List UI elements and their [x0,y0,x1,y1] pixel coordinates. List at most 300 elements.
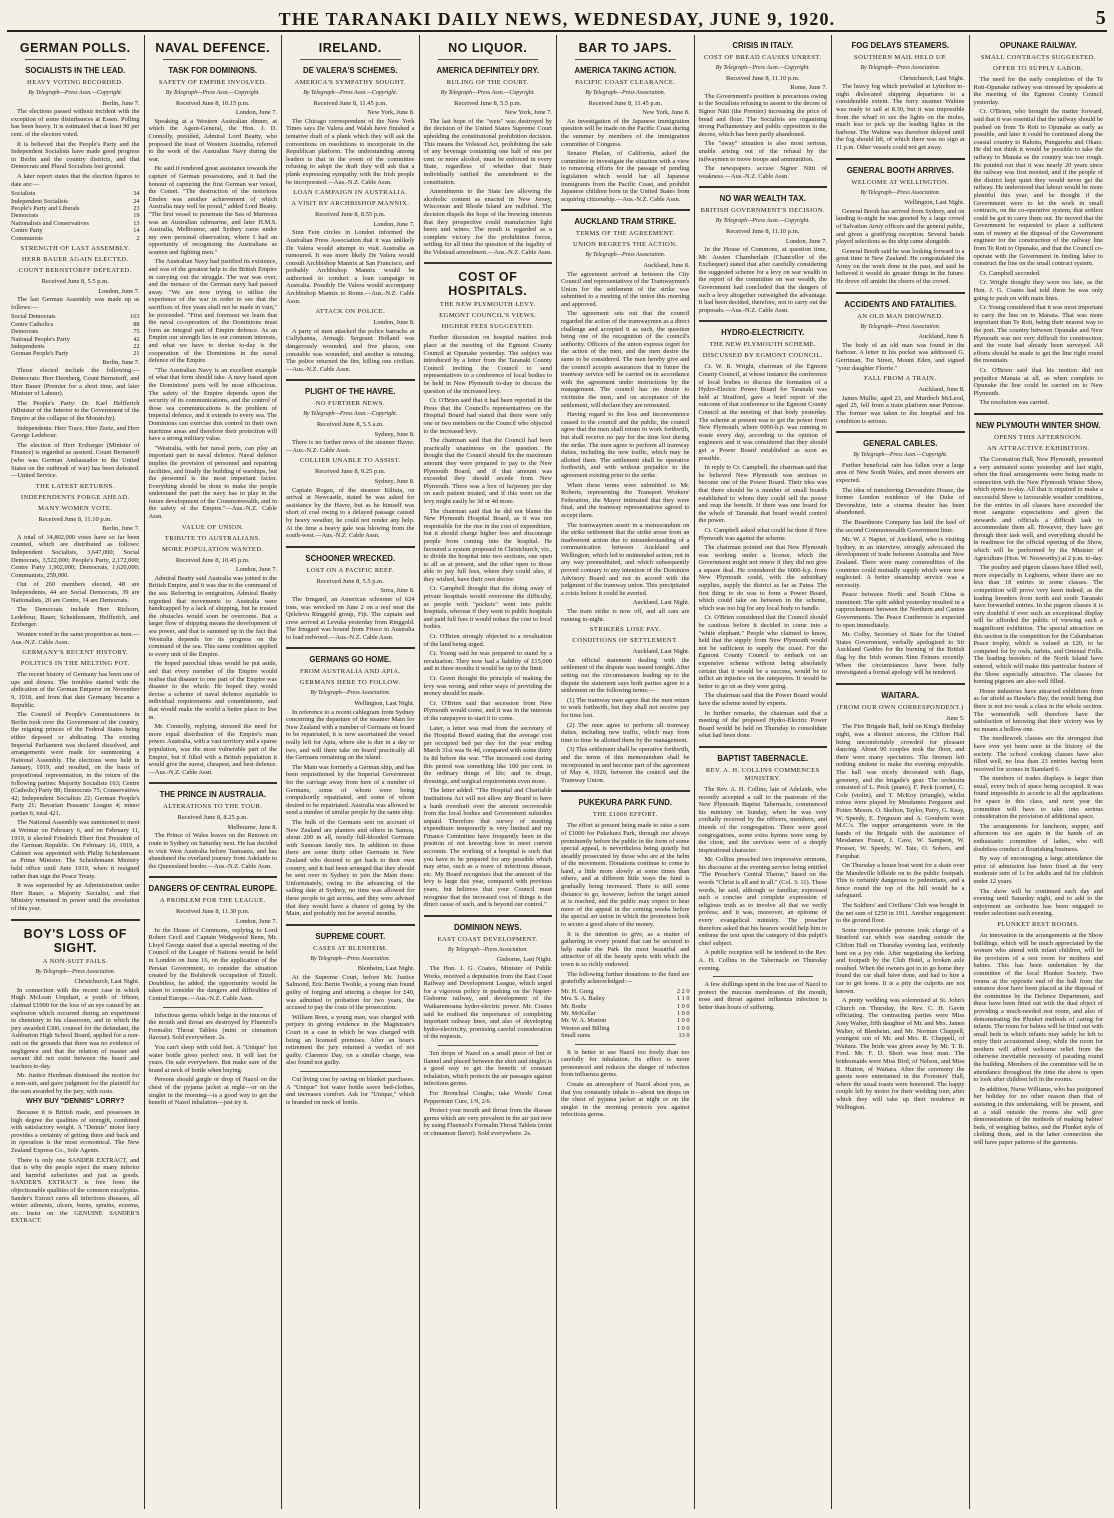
table-row: Democrats 75 [11,328,140,336]
subheadline: UNION REGRETS THE ACTION. [573,241,678,249]
divider [149,782,278,784]
dateline: Wellington, Last Night. [904,199,965,207]
dateline: London, June 7. [235,918,277,926]
paragraph: The National Assembly was summoned to meet at Weimar on February 6, and on February 11, 1919, it elected Friedrich Ebert first President of the German Republic. On February 16, 1919, a Cabinet was appointed with Philip Scheidemann as Prime Minister. The Scheidemann Ministry held office until June 1919, when it resigned rather than sign the Peace Treaty. [11,819,140,880]
paragraph: In addition, Nurse Williams, who has postponed her holiday for no other reason than that of assisting in this undertaking, will be present, and at a stall outside the rooms she will give demonstrations of the methods of making babies' beds, of weighing babies, and the Plunket style of clothing them, and in the latter connection she will have paper patterns of the garments. [973,1085,1103,1146]
paragraph: The People's Party: Dr. Karl Helfferich (Minister of the Interior to the Government of the Empire at the collapse of the Monarchy). [11,399,140,422]
headline: WAITARA. [881,690,920,700]
subheadline: AN OLD MAN DROWNED. [857,312,944,320]
paragraph: The last German Assembly was made up as follows:— [11,296,140,311]
paragraph: Cr. O'Brien said that it had been reported in the Press that the Council's representatives on the Hospital Board had stated that there were only one or two members on the Council who objected to the increased levy. [423,397,552,435]
table-row: Mr. Bodie 1 0 0 [561,1002,690,1010]
advert-text: Cut living cost by saving on blanket purchases. A "Unique" hot water bottle saves bed-clothes, and increases comfort. Ask for "Unique," which is branded on neck of bottle. [286,1076,415,1106]
paragraph: The Fire Brigade Ball, held on King's Birthday night, was a distinct success, the Clifton Hall being uncomfortably crowded for pleasant dancing. About 90 couples took the floor, and there were many spectators. The firemen left nothing undone to make the evening enjoyable. The hall was nicely decorated with flags, greenery, and the brigade's gear. The orchestra consisted of L. Peck (piano), F. Peck (cornet), C. Cole (violin), and T. McKoy (triangle), whilst extras were played by Mesdames Ferguson and Potter. Messrs. O. Skelton, Taylor, Parry, G. Keay, W. Speedy, E. Ferguson and A. Goodwin were M.C.'s. The supper arrangements were in the hands of the Brigade with the assistance of Mesdames Fraser, J. Cave, W. Sampson, W. Prosser, W. Speedy, W. Tate, O. Sobers, and Farquhar. [836,723,965,860]
dateline: Gisborne, Last Night. [496,956,552,964]
paragraph: An investigation of the Japanese immigration question will be made on the Pacific Coast during the summer by members of the immigration committee of Congress. [561,117,690,148]
headline: NEW PLYMOUTH WINTER SHOW. [976,420,1101,430]
subheadline: THE NEW PLYMOUTH SCHEME. [709,341,817,349]
table-row: Mr. H. Greig 2 2 0 [561,987,690,995]
paragraph: The arrangements for luncheon, supper, and afternoon tea are again in the hands of an enthusiastic committee of ladies, who will doubtless conduct a flourishing business. [973,822,1103,853]
paragraph: A party of men attacked the police barracks at Cullyhanna, Armagh. Sergeant Holland was dangerously wounded, and five places, one constable was wounded, and another is missing. The police returned the fire, killing one civilian.—Aus.-N.Z. Cable Assn. [286,327,415,373]
headline: OPUNAKE RAILWAY. [999,41,1077,50]
divider [438,59,539,60]
subheadline: OPENS THIS AFTERNOON. [994,433,1083,441]
dateline: Christchurch, Last Night. [74,978,140,986]
paragraph: The tram strike is now off, and all cars are running to-night. [561,608,690,623]
divider [561,209,690,211]
dateline: Suva, June 8. [380,587,415,595]
columns [7,35,1107,1509]
advert-text: There is only one SANDER EXTRACT, and that is why the people reject the many inferior and harmful substitutes and just as goods. SANDER'S EXTRACT is free from the objectionable qualities of the common eucalyptus. Sander's Extract cures all infectious diseases, all winter ailments, ulcers, burns, sprains, eczema, etc. Insist on the GENUINE SANDER'S EXTRACT. [11,1156,140,1225]
paragraph: He hoped parochial ideas would be put aside, and that every member of the Empire would realise that disaster to one part of the Empire was disaster to the whole. He hoped they would devise a scheme of naval defence equitable to individual requirements and commitments, and that would make the world a better place to live in. [148,660,277,721]
paragraph: Cr. Campbell asked what could be done if New Plymouth was against the scheme. [698,526,827,542]
received-line: Received June 8, 8.25 p.m. [177,814,248,822]
paragraph: The effort at present being made to raise a sum of £1000 for Pukekura Park, through our always prominently before the public in the form of some special appeal, is nevertheless being quietly but steadily prosecuted by those who are at the helm of the movement. Donations continue to come to hand, a little more slowly at some times than others, and at different little ways the fund is gradually being increased. There is still some distance to go, however, before the target aimed at is reached, and the public may expect to hear more of the appeal in the coming weeks before the special art union in which the promoters look to secure a good share of the money. [561,822,690,929]
paragraph: The election of Herr Erzberger (Minister of Finance) is regarded as assured. Count Bernstorff (who was German Ambassador to the United States on the outbreak of war) has been defeated.—United Service. [11,441,140,480]
headline: GERMAN POLLS. [19,41,131,55]
dateline: London, June 7. [785,237,827,245]
paragraph: The chairman said that the Power Board would have the scheme tested by experts. [698,692,827,707]
paragraph: It is the intention to give, as a matter of gathering in every pound that can be secured to help make the Park the most beautiful and attractive of all the beauty spots with which the town is so richly endowed. [561,930,690,968]
table-row: Centre Catholics 88 [11,320,140,328]
paragraph: Mr. Justice Herdman dismissed the motion for a non-suit, and gave judgment for the plaintiff for the sum awarded by the jury, with costs. [11,1072,140,1095]
subheadline: SOCIALISTS IN THE LEAD. [25,66,126,75]
paragraph: Further discussion on hospital matters took place at the meeting of the Egmont County Council at Opunake yesterday. The subject was introduced by a letter from the Taranaki County Council inviting the Council to send representatives to a conference of local bodies to be held in New Plymouth to-day to discuss the question of the increased levy. [423,334,552,395]
subheadline: THE LATEST RETURNS. [35,482,115,490]
subheadline: MORE POPULATION WANTED. [161,545,264,553]
paragraph: In connection with the recent case in which Hugh McLean Urquhart, a youth of fifteen, claimed £1000 for the loss of an eye caused by an explosion which occurred during an experiment in chemistry in his classroom, and in which the jury awarded £300, counsel for the defendant, the Ashburton High School Board, applied for a non-suit on the grounds that there was no evidence of negligence and that the relation of master and servant did not exist between the board and teachers to-day. [11,986,140,1070]
paragraph: At the Supreme Court, before Mr. Justice Salmond, Eric Bertie Twohle, a young man found guilty of forging and uttering a cheque for £40, was admitted to probation for two years, the accused to pay the costs of the prosecution. [286,973,415,1012]
received-line: Received June 8, 11.45 p.m. [588,99,662,107]
subheadline: MANY WOMEN VOTE. [38,504,113,512]
dateline: Auckland, June 8. [918,386,965,394]
table-row: Social Democrats 163 [11,313,140,321]
divider [836,431,965,433]
paragraph: The show will be continued each day and evening until Saturday night, and to add to the enjoyment an orchestra has been engaged to render selections each evening. [973,887,1103,918]
table-row: Small sums 13 0 [561,1032,690,1040]
received-line: Received June 8, 11.45 p.m. [313,99,387,107]
paragraph: The Soldiers' and Civilians' Club was bought in the net sum of £250 in 1911. Another engagement to the ground floor. [836,902,965,925]
dateline: Berlin, June 7. [102,99,140,107]
subheadline: AN ATTRACTIVE EXHIBITION. [986,444,1090,452]
dateline: Auckland, June 8. [643,261,690,269]
received-line: Received June 8, 11.10 p.m. [726,74,800,82]
paragraph: Cr. Wright thought they were too late, as the Hon. J. G. Coates had told them he was only going to push on with main lines. [973,279,1103,302]
subheadline: CASES AT BLENHEIM. [313,944,388,952]
paragraph: An innovation in the arrangements at the Show buildings, which will be much appreciated by the women who attend with infant children, will be the provision of a rest room for mothers and babies. This has been undertaken by the committee of the local Plunket Society. Two rooms at the opposite end of the hall from the entrance door have been placed at the disposal of the committee by the Defence Department, and these have been fitted out with the dual object of providing a much-needed rest room, and also of demonstrating the Plunket methods of caring for infants. The room for babies will be fitted out with small beds in which infants may safely be left to enjoy their accustomed sleep, while the room for mothers will afford welcome relief from the otherwise inevitable necessity of parading round the building. Members of the committee will be in attendance throughout the time the show is open to look after children left in the rooms. [973,931,1103,1084]
subheadline: VALUE OF UNION. [181,523,244,531]
subheadline: THE NEW PLYMOUTH LEVY. [439,301,536,309]
paragraph: The chairman pointed out that New Plymouth was working under a license, which the Government might not renew if they did not give a square deal. He considered the 6000-h.p. from New Plymouth could, with the subsidiary supplies, supply the district as far as Patea. The first thing to do was to form a Power Board, which could take on between in the scheme, which was too big for any local body to handle. [698,544,827,612]
paragraph: The needlework classes are the strongest that have ever yet been seen in the history of the society. The school cooking classes have also filled well, no less than 23 entries having been received for scones in Standard 6. [973,735,1103,773]
paragraph: A later report states that the election figures to date are:— [11,172,140,188]
received-line: Received June 8, 11.10 p.m. [726,227,800,235]
subheadline: ALTERATIONS TO THE TOUR. [163,803,263,811]
headline: NO LIQUOR. [448,41,528,55]
paragraph: Mr. Collins preached two impressive sermons, his discourse at the evening service being entitled "The Preacher's Central Theme," based on the words "Christ is all and in all." (Col. 3: 11). These words, he said, although so familiar, expressed such a concise and complete expression of religious truth as to involve all that we verily profess; and it was, moreover, an epitome of every evangelical ministry. The preacher therefore asked that his hearers would help him to endorse the text upon the category of this pulpit's chief subject. [698,856,827,947]
headline: DANGERS OF CENTRAL EUROPE. [148,884,278,894]
paragraph: "Westralia, with her naval ports, can play an important part in naval defence. Naval defence implies the provision of personnel and repairing facilities, and finally the building of warships, but the personnel is the most important factor. Everything should be done to make the people understand the part the navy has to play in the future development of the Commonwealth, and in the safety of the Empire."—Aus.-N.Z. Cable Assn. [148,444,277,521]
paragraph: On Thursday a house boat went for a skate over the Mandeville hillside on to the public footpath. This is certainly dangerous to pedestrians, and a fence round the top of the hill would be a safeguard. [836,862,965,900]
paragraph: The heavy fog which prevailed at Lyttelton to-night dislocated shipping departures to a considerable extent. The ferry steamer Wahine was ready to sail at 8.30, but it was impossible from the wharf to see the lights on the moles, much less to pick up the leading lights in the harbour. The Wahine was therefore delayed until the fog should lift, of which there was no sign at 11 p.m. Other vessels could not get away. [836,83,965,151]
divider [438,1045,539,1046]
subheadline: HERR BAUER AGAIN ELECTED. [21,255,129,263]
dateline: New York, June 8. [642,109,690,117]
paragraph: (2) The men agree to perform all tramway duties, including new traffic, which may from time to time be allotted them by the management. [561,721,690,744]
table-row: National People's Party 42 [11,335,140,343]
paragraph: The "away" situation is also most serious, unable arising out of the refusal by the railwaymen to move troops and ammunition. [698,140,827,163]
dateline: London, June 7. [235,566,277,574]
paragraph: The Coronation Hall, New Plymouth, presented a very animated scene yesterday and last night, when the final arrangements were being made in connection with the New Plymouth Winter Show, which opens to-day. All that is required to make a successful Show is favourable weather conditions, for the entries in all classes have exceeded the most sanguine expectations and given the stewards and officials a difficult task to accommodate them all. However, they have got through their task well, and everything should be in readiness for the official opening of the Show, which will be performed by the Minister of Agriculture (Hon. W. Nosworthy) at 2 p.m. to-day. [973,455,1104,562]
headline: PLIGHT OF THE HAVRE. [305,387,396,397]
advert-text: Ten drops of Nazol on a small piece of lint or flannel and placed between the shirt and singlet is a good way to get the benefit of constant inhalation, which protects the air passages against infectious germs. [423,1049,552,1088]
paragraph: The tramwaymen assert in a memorandum on the strike settlement that the strike arose from an inadvertent action due to misunderstanding of a communication between Auckland and Wellington, which led to unintended action, not in any way premeditated, and which subsequently proved contrary to any intention of the Dominion Advisory Board and not in accord with the judgment of the tramway union. This precipitated a crisis before it could be averted. [561,521,690,597]
paragraph: When these terms were submitted to Mr. Roberts, representing the Transport Workers' Federation, the Mayor intimated that they were final, and the tramway representatives agreed to accept them. [561,481,690,519]
paragraph: Out of 260 members elected, 48 are Independents, 44 are Social Democrats, 39 are Nationalists, 20 are Centre, 14 are Democrats. [11,581,140,604]
paragraph: General Booth has arrived from Sydney, and on landing to-night he was greeted by a large crowd of Salvation Army officers and the general public, and given a gratifying reception. Several bands played selections as the ship came alongside. [836,207,965,246]
paragraph: The need for the early completion of the Te Roti-Opunake railway was stressed by speakers at the meeting of the Egmont County Council yesterday. [973,76,1103,106]
dateline: Christchurch, Last Night. [899,74,965,82]
divider [286,379,415,381]
paragraph: Mr. W. J. Napier, of Auckland, who is visiting Sydney, in an interview, strongly advocated the development of trade between Australia and New Zealand. There were many commodities of the countries could mutually supply which were now neglected. A better steamship service was a necessity. [836,536,965,589]
subheadline: COUNT BERNSTORFF DEFEATED. [18,266,132,274]
divider [286,924,415,926]
wire-credit: By Telegraph—Press Association. [310,690,391,697]
paragraph: Cr. Campbell seconded. [979,269,1041,277]
paragraph: William Rees, a young man, was charged with perjury in giving evidence in the Magistrate's Court in a case in which he was charged with being an licensed premises. After an hour's retirement the jury returned a verdict of not guilty. Clarence Day, on a similar charge, was also found not guilty. [286,1013,415,1067]
paragraph: He said it rendered great assistance towards the capture of German possessions, and it had the honour of capturing the first German war vessel, the Comet. "The destruction of the notorious Emden was another achievement of which Australia may well be proud," added Lord Beatty. "The first vessel to penetrate the Sea of Marmora was an Australian submarine, and later H.M.S. Australia, Melbourne, and Sydney came under my own personal observation, where I had an opportunity of recognising the Australians as seamen and fighting men." [148,165,277,256]
subheadline: COLLIER UNABLE TO ASSIST. [299,457,401,465]
divider [575,59,676,60]
subheadline: FALL FROM A TRAIN. [864,375,937,383]
paragraph: Women voted in the same proportion as men.—Aus.-N.Z. Cable Assn. [11,631,140,646]
subheadline: WELCOME AT WELLINGTON. [851,178,950,186]
wire-credit: By Telegraph—Press Assn.—Copyright. [165,90,260,96]
received-line: Received June 8, 10.15 p.m. [175,99,250,107]
headline: ACCIDENTS AND FATALITIES. [844,299,957,309]
headline: BAR TO JAPS. [578,41,672,55]
paragraph: Independents: Herr Trace, Herr Zeetz, and Herr George Ledebour. [11,424,140,440]
paragraph: The Hon. J. G. Coates, Minister of Public Works, received a deputation from the East Coast Railway and Development League, which urged for a vigorous policy in pushing on the Napier-Gisborne railway, and development of the Waikaremoana hydro-electric power. Mr. Coates said he realised the importance of completing important railway lines, and also of developing hydro-electricity, promising careful consideration of the requests. [423,965,552,1041]
paragraph: The Irmgard, an American schooner of 624 tons, was wrecked on June 2 on a reef near the Qelelevu Ringgold group, Fiji. The captain and crew arrived at Levuka yesterday from Ringgold. The Irmgard was bound from Frisco to Australia to load redwood.—Aus.-N.Z. Cable Assn. [286,595,415,641]
table-row: Nationalists and Conservatives 13 [11,219,140,227]
paragraph: Having regard to the loss and inconvenience caused to the council and the public, the council agree that the men shall return to work forthwith, but shall receive no pay for the time lost during the strike. The men agree to perform all tramway duties, including the new traffic, which may be allotted them. The settlement shall be operative forthwith, and with without prejudice to the agreement existing prior to the strike. [561,411,690,479]
subheadline: EAST COAST DEVELOPMENT. [437,935,538,943]
subheadline: STRENGTH OF LAST ASSEMBLY. [20,244,131,252]
paragraph: Admiral Beatty said Australia was joined to the British Empire, and it was due to the command of the sea. Referring to emigration, Admiral Beatty regretted that movements to Australia were handicapped by a lack of shipping, but he trusted the obstacles would soon be overcome. But a larger flow of shipping means the development of sea power, and that is summed up in the fact that Westralia depends for its progress on the command of the sea. This same condition applied to every unit of the Empire. [148,574,277,658]
paragraph: In reference to a recent cablegram from Sydney concerning the departure of the steamer Main for New Zealand with a number of Germans on board to be repatriated, it is now ascertained the vessel really left for Apia, where she is due in a day or two, and will there take on board practically all the Germans remaining on the island. [286,708,415,762]
dateline: New York, June 8. [367,109,415,117]
subheadline: HEAVY VOTING RECORDED. [27,79,124,86]
paragraph: In the House of Commons, replying to Lord Robert Cecil and Captain Wedgwood Benn, Mr. Lloyd George stated that a special meeting of the Council of the League of Nations would be held in London on June 16, on the application of the Persian Government, to consider the situation created by the Bolshevik occupation of Enzeli. Doubtless, he added, the opportunity would be taken to consider the dangers and difficulties of Central Europe.—Aus.-N.Z. Cable Assn. [148,926,277,1002]
headline: BOY'S LOSS OF SIGHT. [23,926,127,955]
paragraph: The newspapers accuse Signor Nitti of weakness.—Aus.-N.Z. Cable Assn. [698,165,827,180]
headline: THE PRINCE IN AUSTRALIA. [159,790,266,800]
received-line: Received June 8, 11.10 p.m. [38,515,112,523]
paragraph: The Democrats include Herr Richorn, Ledebour, Bauer, Scheidemann, Helfferich, and Erzberger. [11,606,140,629]
divider [575,1044,676,1045]
headline: FOG DELAYS STEAMERS. [851,41,950,50]
paragraph: The letter added: "The Hospital and Charitable Institutions Act will not allow any Board to have a bank overdraft over the amount recoverable from the local bodies and Government subsidies unpaid. Therefore that survey of meeting expenditure temporarily is very limited and my Finance Committee have frequently been in the position of not knowing how to meet current accounts. The working of a hospital is such that you have to be prepared for any possible which may arise, such as a wave of infectious disease, etc. My Board recognises that the amount of the levy is large this year, compared with previous years, but believes that your Council must recognise that the increased cost of things is the direct cause of such, and is beyond our control." [423,787,552,909]
dateline: Melbourne, June 8. [227,823,277,831]
paragraph: In further remarks, the chairman said that a meeting of the proposed Hydro-Electric Power Board would be held on Thursday to consolidate what had been done. [698,709,827,740]
divider [836,683,965,685]
divider [286,647,415,649]
table-row: Centre Party 14 [11,227,140,235]
received-line: Received June 8, 5.5 p.m. [454,99,522,107]
subheadline: RULING OF THE COURT. [446,79,529,86]
table-row: Communists 2 [11,234,140,242]
page-number: 5 [1095,7,1107,29]
headline: PUKEKURA PARK FUND. [578,798,673,808]
paragraph: Cr. Campbell thought that the doing away of private hospitals would overcome the difficulty, as people with "pockets" went into public hospitals, whereas if they went to public hospitals and paid full fees it would reduce the cost to local bodies. [423,585,552,631]
received-line: Received June 8, 8.55 p.m. [315,211,386,219]
paragraph: Mr. Connolly, replying, stressed the need for more equal distribution of the Empire's man power. Australia, with a vast territory and a sparse population, was the most vulnerable part of the Empire, but if filled with a British population it would give the surest, cheapest, and best defence.—Aus.-N.Z. Cable Assn. [148,723,277,776]
subheadline: OFFER TO SUPPLY LABOR. [993,65,1084,72]
subheadline: FROM AUSTRALIA AND APIA. [300,668,401,676]
divider [300,1071,401,1072]
advert-text: Protect your mouth and throat from the disease germs which are very prevalent in the air just now by using Fluenzol's Formalin Throat Tablets (mint or cinnamon flavor). Sold everywhere. 2s. [423,1107,552,1137]
received-line: Received June 8, 5.5 p.m. [41,277,109,285]
subheadline: SOUTHERN MAIL HELD UP. [854,54,947,61]
wire-credit: By Telegraph—Press Assn.—Copyright. [715,65,810,71]
table-row: Democrats 19 [11,212,140,220]
divider [286,546,415,548]
headline: IRELAND. [318,41,382,55]
paragraph: The elections passed without incident with the exception of some disturbances at Essen. Polling has been heavy. It is estimated that at least 90 per cent. of the electors voted. [11,108,140,138]
divider [836,292,965,294]
dateline: New York, June 7. [504,109,552,117]
subheadline: NO FURTHER NEWS. [315,400,385,408]
paragraph: The Chicago correspondent of the New York Times says De Valera and Walsh have finished a tentative draft of a plank which they will ask the conventions on resolutions to incorporate in the Republican platform. The understanding among leaders is that in the event of the committee refusing to adopt the draft they will ask that a plank expressing sympathy with the Irish people be incorporated.—Aus.-N.Z. Cable Assn. [286,117,415,186]
advert-text: You can't sleep with cold feet. A "Unique" hot water bottle gives perfect rest. It will last for years. On sale everywhere. But make sure of the brand at neck of bottle when buying. [148,1043,277,1074]
subheadline: (FROM OUR OWN CORRESPONDENT.) [836,703,964,711]
table-row: German People's Party 21 [11,350,140,358]
wire-credit: By Telegraph—Press Assn.—Copyright. [715,218,810,225]
subheadline: EGMONT COUNCIL'S VIEWS. [439,312,537,320]
divider [163,59,264,60]
dateline: London, June 7. [373,220,415,228]
table-row: Mr. McKellar 1 0 0 [561,1010,690,1017]
masthead-title: THE TARANAKI DAILY NEWS, WEDNESDAY, JUNE 9, 1920. [278,9,836,29]
dateline: London, June 8. [373,319,415,327]
table-row: People's Party and Liberals 23 [11,204,140,212]
paragraph: The chairman said that the Council had been practically unanimous on the question. He thought that the Council should fix the maximum amount they were prepared to pay to the New Plymouth Board, and if that amount was exceeded they should secede from New Plymouth. There was a box of ha'penny per day on each patient treated, and if this went on the levy might easily be 3d or 4d more. [423,437,552,505]
divider [163,1007,264,1008]
subheadline: TERMS OF THE AGREEMENT. [575,230,675,238]
paragraph: Cr. Green thought the principle of making the levy was wrong, and other ways of providing the money should be made. [423,675,552,698]
subheadline: REV. A. H. COLLINS COMMENCES MINISTRY. [705,766,820,782]
subheadline: INDEPENDENTS FORGE AHEAD. [20,493,130,501]
divider [713,976,814,977]
paragraph: By way of encouraging a large attendance the price of admission has been fixed at the very moderate sum of 1s for adults and 6d for children under 12 years. [973,855,1103,885]
headline: DOMINION NEWS. [453,922,522,932]
received-line: Received June 8, 10.45 p.m. [175,556,250,564]
paragraph: The Beardmore Company has laid the keel of the second Commonwealth Government liner. [836,518,965,534]
paragraph: The last hope of the "wets" was destroyed by the decision of the United States Supreme Court upholding the constitutional prohibition decision. This means the Volstead Act, prohibiting the sale of any beverage containing one half of one per cent. or more alcohol, must be enforced in every State, regardless of whether that State individually ratified the amendment to the constitution. [423,117,552,186]
wire-credit: By Telegraph—Press Association. [310,955,391,962]
subheadline: HIGHER FEES SUGGESTED. [441,323,534,331]
paragraph: A pretty wedding was solemnised at St. John's Church on Thursday, the Rev. C. H. Gavin officiating. The contracting parties were Miss Amy Walter, fifth daughter of Mr. and Mrs. James Walter, of Blenheim, and Mr. Norman Chappell, youngest son of Mr. and Mrs. R. Chappell, of Waitara. The bride was given away by Mr. T. R. Ford. Mr. F. D. Short was best man. The bridesmaids were Miss Bird, of Nelson, and Miss B. Hutton, of Waitara. After the ceremony the guests were entertained in the Foresters' Hall, where the usual toasts were honoured. The happy couple left by motor for their wedding tour, after which they will take up their residence in Wellington. [836,997,965,1111]
dateline: Auckland, June 8. [918,333,965,341]
headline: GERMANS GO HOME. [309,655,392,665]
column-1 [7,35,145,1509]
paragraph: James Mullie, aged 23, and Murdoch McLeod, aged 25, fell from a train platform near Penrose. The former was taken to the hospital and his condition is serious. [836,394,965,425]
table-row: Mr. W. A. Morton 1 0 0 [561,1017,690,1025]
headline: GENERAL BOOTH ARRIVES. [846,165,954,175]
advert-text: Persons should gargle or drop of Nazol on the chest of the pyjama jacket at night—or on the singlet in the morning—is a good way to get the benefit of Nazol inhalation—just try it. [148,1076,277,1107]
headline: SUPREME COURT. [315,931,386,941]
paragraph: Cr. O'Brien said that secession from New Plymouth would come, and it was in the interests of the ratepayers to start it to come. [423,699,552,722]
headline: AUCKLAND TRAM STRIKE. [574,217,677,227]
wire-credit: By Telegraph—Press Assn.—Copyright. [303,90,398,96]
paragraph: The Main was formerly a German ship, and has been requisitioned by the Imperial Government for the carriage away from here of a number of Germans, some of whom were being compulsorily repatriated, and some of whom desired to be repatriated. Australia was allowed to send a number of similar people by the same ship. [286,763,415,817]
wire-credit: By Telegraph—Press Association. [585,252,666,259]
table-row: Mrs. S. A. Bailey 1 1 0 [561,995,690,1003]
paragraph: A public reception will be tendered to the Rev. A. H. Collins in the Tabernacle on Thursday evening. [698,949,827,972]
paragraph: The chairman said that he did not blame the New Plymouth Hospital Board, as it was not responsible for the rise in the cost of expenditure, but it should charge higher fees and discourage people from coming into the hospital. He favoured a system proposed in Christchurch, viz., to divide the hospital into two sections, one open to all as at present, and the other open to those able to pay full fees, where they could also, if they wished, have their own doctor. [423,507,552,583]
headline: COST OF HOSPITALS. [448,270,528,299]
paragraph: An official statement dealing with the settlement of the dispute was issued tonight. After setting out the circumstances leading up to the dispute the statement says both parties agree to a settlement on the following terms:— [561,656,690,695]
masthead [7,4,1107,32]
dateline: Wellington, Last Night. [354,700,415,708]
paragraph: The body of an old man was found in the harbour. A letter in his pocket was addressed G. Gerriman, Tui Street, Mount Eden, and signed "your daughter Florrie." [836,341,965,372]
paragraph: Further beneficial rain has fallen over a large area of New South Wales, and more showers are expected. [836,461,965,484]
dateline: Rome, June 7. [790,84,827,92]
subheadline: THE £1000 EFFORT. [592,811,658,819]
paragraph: Sinn Fein circles in London informed the Australian Press Association that it was unlikely De Valera would attempt to visit Australia as rumoured. It was more likely De Valera would consult Archbishop Mannix at San Francisco, and probably Archbishop Mannix would be authorised to conduct a loan campaign in Australia. Possibly De Valera would accompany Archbishop Mannix to Rome.—Aus.-N.Z. Cable Assn. [286,229,415,305]
wire-credit: By Telegraph—Press Association. [35,968,116,975]
received-line: Received June 8, 5.5 a.m. [316,421,384,428]
advert-text: A few shillings spent in the free use of Nazol to protect the mucous membranes of the mouth, nose and throat against influenza infection is better than hours of suffering. [698,981,827,1011]
subheadline: POLITICS IN THE MELTING POT. [20,660,130,668]
wire-credit: By Telegraph—Press Assn.—Copyright. [853,452,948,459]
dateline: Auckland, Last Night. [632,599,690,607]
divider [149,876,278,878]
subheadline: LOAN CAMPAIGN IN AUSTRALIA. [293,189,408,197]
subheadline: AMERICA TAKING ACTION. [574,66,676,75]
paragraph: The idea of transferring Devonshire House, the former London residence of the Duke of Devonshire, into a cinema theatre has been abandoned. [836,486,965,517]
paragraph: The Government's position is precarious owing to the Socialists refusing to assent to the decree of Signor Nitti (the Premier) increasing the price of bread and flour. The Socialists are organising strong Parliamentary and public opposition to the decree, which has been partly abandoned. [698,92,827,138]
paragraph: Cr. Young said he was prepared to stand by a revaluation. They now had a liability of £15,000 and in three months it would be up to the limit. [423,650,552,673]
dateline: Berlin, June 7. [102,525,140,533]
paragraph: The Australian Navy had justified its existence, and was of the greatest help to the British Empire in carrying out the struggle. The war was over, and the menace of the German navy had passed away. "We are now trying to utilise the experience of the war in order to see that the sacrifices of five years shall not be made in vain," he proceeded. "First and foremost we learn that the naval co-operation of the Dominions must form an integral part of Empire defence. As an Empire our strength lies in our common interests, and what we have to devise to-day is the cooperation of the Dominions in the naval defence of the Empire. [148,258,277,365]
divider [561,790,690,792]
dateline: Blenheim, Last Night. [357,965,415,973]
wire-credit: By Telegraph—Press Assn.—Copyright. [440,90,535,96]
dateline: Auckland, Last Night. [632,648,690,656]
subheadline: ATTACK ON POLICE. [315,308,386,316]
divider [699,186,828,188]
dateline: June 5. [946,714,965,722]
headline: BAPTIST TABERNACLE. [717,753,809,763]
subheadline: PACIFIC COAST CLEARANCE. [575,79,676,86]
headline: GENERAL CABLES. [863,439,938,449]
paragraph: The following further donations to the fund are gratefully acknowledged:— [561,970,690,986]
dateline: Sydney, June 8. [374,430,415,438]
paragraph: Amendments to the State law allowing the alcoholic content as enacted in New Jersey, Wisconsin and Rhode Island are nullified. The decision dispels the hope of the brewing interests that they prospective could manufacture light beers and wines. The result is regarded as a complete victory for the prohibition forces, settling for all time the question of the legality of the Volstead amendment.—Aus.-N.Z. Cable Assn. [423,188,552,256]
paragraph: Cr. O'Brien considered that the Council should be cautious before it decided to come into a "white elephant." People who claimed to know, held that the supply from New Plymouth would not be sufficient to supply the coast. For the Egmont County Council to embark on an expensive scheme without being absolutely certain that it would be a success, would be to inflict an injustice on the ratepayers. It would be better to go on as they were going. [698,614,827,690]
donations-table [561,988,690,1040]
paragraph: Cr. O'Brien, who brought the matter forward, said that it was essential that the railway should be pushed on from Te Roti to Opunake as early as possible, and later it could be continued along the coastal country to Rahotu, Pungarehu and Okato. He did not think it would be possible to take the railway to Manaia as the country was too rough. He pointed out that it was nearly 20 years since the railway was first mooted, and if the people of the district kept quiet they would never get the railway. He understood that labour would be more plentiful this year, and he thought if the Government were to let the work in small contracts, on the co-operative system, that settlers could be got to carry them out. He moved that the Government be requested to place a sufficient sum of money at the disposal of the Government engineer for the construction of the railway line from Te Roti to Opunake, and that the Council co-operate with the Government in finding labor to construct the line on the small contract system. [973,108,1103,268]
subheadline: AMERICA DEFINITELY DRY. [436,66,540,75]
paragraph: The agreement arrived at between the City Council and representatives of the Tramwaymen's Union for the settlement of the strike was submitted to a meeting of the union this morning and approved. [561,270,690,308]
column-2 [145,35,283,1509]
paragraph: Those elected include the following:—Democrats: Herr Dernberg, Count Bernstorff, and Herr Bauer (Premier for a short time, and later Minister of Labour). [11,367,140,398]
subheadline: SAFETY OF EMPIRE INVOLVED. [158,79,267,86]
assembly-table [11,313,140,357]
dateline: London, June 7. [98,287,140,295]
paragraph: Cr. W. R. Wright, chairman of the Egmont County Council, at whose instance the conference of local bodies to discuss the formation of a Hydro-Electric Power Board for Taranaki was held at Stratford, gave a brief report of the outcome of that conference to the Egmont County Council at the meeting of that body yesterday. The scheme at present was to get the power from New Plymouth, where 6000-h.p. was running to waste every day, according to the opinion of engineers and it was considered that they should get a Power Board established as soon as possible. [698,363,827,462]
paragraph: Cr. O'Brien said that his motion did not prejudice Manaia at all, as when complete to Opunake the line could be carried on to New Plymouth. [973,366,1103,397]
received-line: Received June 8, 5.5 p.m. [316,577,384,585]
paragraph: Peace between North and South China is imminent. The split added yesterday resulted in a rapprochement between the Northern and Canton Governments. The Peace Conference is expected to open immediately. [836,591,965,629]
advert-heading: WHY BUY "DENNIS" LORRY? [26,1098,125,1106]
subheadline: STRIKERS LOSE PAY. [589,626,661,634]
wire-credit: By Telegraph—Press Association. [860,189,941,196]
paragraph: Home industries have attracted exhibitors from as far afield as Hawke's Bay, the result being that there is not too weak a class in the whole section. The womenfolk will therefore have the satisfaction of knowing that their victory was by no means a hollow one. [973,687,1103,733]
wire-credit: By Telegraph—Press Assn.—Copyright. [303,411,398,418]
headline: SCHOONER WRECKED. [305,553,396,563]
paragraph: The bulk of the Germans sent on account of New Zealand are planters and others in Samoa, about 200 in all, mostly full-blooded Germans with Samoan family ties. In addition to these there are some thirty other Germans in New Zealand who desired to get back to their own country, and it had been arranged that they should be sent over to Sydney to join the Main there. Unfortunately, owing to the advancing of the sailing date at Sydney, no time was allowed for these people to get across, and they were advised that they would have a chance of going by the Main, and probably not for several months. [286,818,415,918]
received-line: Received June 8, 11.30 p.m. [176,908,250,916]
dateline: Sydney, June 8. [374,477,415,485]
dateline: London, June 7. [235,109,277,117]
paragraph: Cr. Young considered that it was most important to carry the line on to Manaia. That was more important than Te Roti, being their nearest way to the port. The country between Opunake and New Plymouth was not very difficult for construction, and the route had already been surveyed. All efforts should be made to get the line right round the mountain. [973,304,1103,365]
subheadline: BRITISH GOVERNMENT'S DECISION. [700,207,825,215]
paragraph: The Rev. A. H. Collins, late of Adelaide, who recently accepted a call to the pastorate of the New Plymouth Baptist Tabernacle, commenced his ministry on Sunday, when he was very cordially received by the officers, members, and friends of the congregation. There were good congregations, some extra hymns were sung by the choir, and the services were of a deeply inspirational character. [698,785,827,854]
paragraph: The recent history of Germany has been one of ups and downs. The troubles started with the abdication of the German Emperor on November 9, 1918, and from that date Germany became a Republic. [11,671,140,709]
subheadline: CONDITIONS OF SETTLEMENT. [572,637,679,645]
divider [11,919,140,921]
subheadline: COST OF BREAD CAUSES UNREST. [704,54,822,61]
headline: HYDRO-ELECTRICITY. [721,328,805,338]
paragraph: General Booth said he was looking forward to a great time in New Zealand. He congratulated the Army on the work done in the past, and said he believed it would do greater things in the future. He drove off amidst the cheers of the crowd. [836,247,965,286]
table-row: Independents 22 [11,342,140,350]
subheadline: LOST ON A PACIFIC REEF. [306,566,395,574]
paragraph: Some irrepressible persons took charge of a Stratford car which was standing outside the Clifton Hall on Thursday evening last, evidently bent on a joy ride. After negotiating the kerbing and footpath by the Club Hotel, a broken axle resulted. When the owners got in to go home they found the car shall have done, and had to hire a car to get home. It is a pity the culprits are not known. [836,926,965,995]
divider [699,746,828,748]
column-5 [557,35,695,1509]
divider [424,915,553,917]
wire-credit: By Telegraph—Press Association. [447,946,528,953]
paragraph: The poultry and pigeon classes have filled well, more especially in Leghorns, where there are no less than 18 entries in some classes. The competition will prove very keen indeed, as the leading breeders from north and south Taranaki have forwarded entries. In the pigeon classes it is very doubtful if ever such an exceptional display will be afforded the public of viewing such a magnificent exhibition. The special attraction on this section is the competition for the Calumbarian Peace trophy, which is valued at £20, to be competed for by owls, turbits, and Oriental Frills. The leading breeders of the North Island have entered, which will make this particular feature of the Show especially attractive. The classes for homing pigeons are also well filled. [973,564,1103,686]
column-3 [282,35,420,1509]
subheadline: GERMANY'S RECENT HISTORY. [22,649,129,657]
table-row: Socialists 34 [11,190,140,198]
received-line: Received June 8, 9.25 p.m. [315,468,386,476]
column-7 [832,35,970,1509]
subheadline: A PROBLEM FOR THE LEAGUE. [159,897,266,905]
divider [424,262,553,264]
divider [974,413,1104,415]
paragraph: A total of 14,802,000 votes have so far been counted, which are distributed as follows: Independent Socialists, 3,647,000; Social Democrats, 3,522,000; People's Party, 2,172,000; Centre Party 1,902,000; Democrats, 1,620,000; Communists, 259,000. [11,533,140,579]
wire-credit: By Telegraph—Press Association. [585,90,666,96]
paragraph: (3) This settlement shall be operative forthwith, and the terms of this memorandum shall be incorporated in and become part of the agreement of May 4, 1920, between the council and the Tramway Union. [561,746,690,784]
subheadline: A NON-SUIT FAILS. [42,957,108,965]
paragraph: Senator Phelan, of California, asked the committee to investigate the situation with a view to removing efforts for the passage of pending legislation which would bar all Japanese immigrants from the Pacific Coast, and prohibit Japanese children born in the United States from acquiring citizenship.—Aus.-N.Z. Cable Assn. [561,150,690,203]
wire-credit: By Telegraph—Press Association. [860,323,941,330]
paragraph: It was superseded by an Administration under Herr Bauer, a Majority Socialist, and that Ministry remained in power until the revolution of this year. [11,882,140,912]
column-4 [420,35,558,1509]
paragraph: It is believed that the People's Party and the Independent Socialists have made good progress in Berlin and the country districts, and that Democrats and Plural Socialists lost ground. [11,140,140,171]
paragraph: The resolution was carried. [979,399,1050,407]
divider [836,158,965,160]
headline: NAVAL DEFENCE. [155,41,271,55]
subheadline: SMALL CONTRACTS SUGGESTED. [980,54,1096,61]
results-table [11,190,140,242]
paragraph: Speaking at a Western Australian dinner, at which the Agent-General, the Hon. J. D. Connolly, presided, Admiral Lord Beatty, who proposed the toast of Western Australia, referred to the work of the Australian Navy during the war. [148,117,277,163]
